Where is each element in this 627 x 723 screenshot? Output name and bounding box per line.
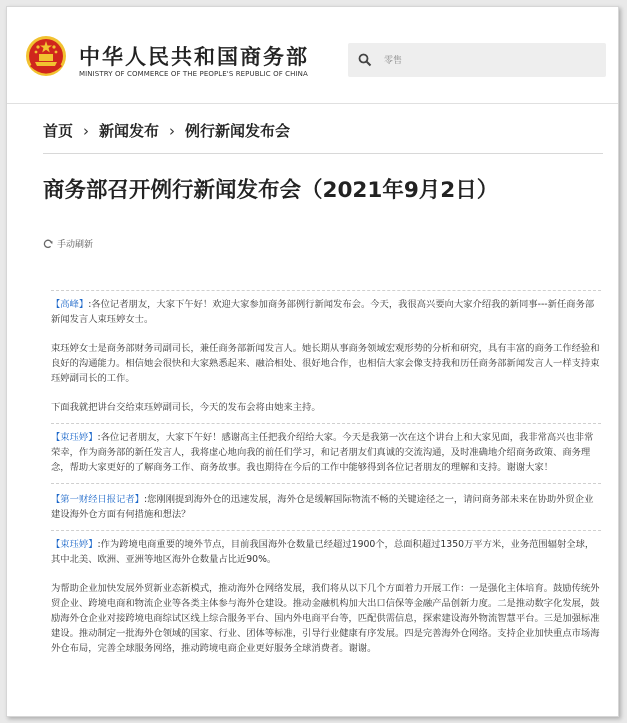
breadcrumb-separator: ›	[83, 122, 90, 140]
speaker-label: 【束珏婷】	[51, 432, 98, 443]
paragraph-introduction: 束珏婷女士是商务部财务司副司长，兼任商务部新闻发言人。她长期从事商务领域宏观形势的分析和研究，具有丰富的商务工作经验和良好的沟通能力。相信她会很快和大家熟悉起来、融洽相处、很好地合作，也相信大家会像支持我和历任商务部新闻发言人一样支持束珏婷副司长的工作。	[51, 343, 600, 384]
paragraph-answer-detail: 为帮助企业加快发展外贸新业态新模式，推动海外仓网络发展，我们将从以下几个方面着力开展工作：一是强化主体培育。鼓励传统外贸企业、跨境电商和物流企业等各类主体参与海外仓建设。推动金融机构加大出口信保等金融产品创新力度。二是推动数字化发展，鼓励海外仓企业对接跨境电商综试区线上综合服务平台、国内外电商平台等，匹配供需信息，探索建设海外物流智慧平台。三是加强标准建设。推动制定一批海外仓领域的国家、行业、团体等标准，引导行业健康有序发展。四是完善海外仓网络。支持企业加快重点市场海外仓布局，完善全球服务网络，推动跨境电商企业更好服务全球消费者。谢谢。	[51, 583, 600, 654]
refresh-icon	[43, 239, 53, 249]
article-body	[51, 290, 601, 656]
speaker-label: 【束珏婷】	[51, 539, 98, 550]
paragraph-text: :您刚刚提到海外仓的迅速发展，海外仓是缓解国际物流不畅的关键途径之一，请问商务部未来在协助外贸企业建设海外仓方面有何措施和想法？	[51, 494, 594, 520]
site-subtitle: MINISTRY OF COMMERCE OF THE PEOPLE'S REPUBLIC OF CHINA	[79, 70, 308, 78]
page-title: 商务部召开例行新闻发布会（2021年9月2日）	[43, 178, 499, 203]
paragraph-handover: 下面我就把讲台交给束珏婷副司长，今天的发布会将由她来主持。	[51, 402, 321, 413]
site-header	[7, 7, 618, 103]
refresh-button[interactable]	[43, 237, 93, 250]
search-icon[interactable]	[358, 53, 372, 67]
site-title[interactable]: 中华人民共和国商务部	[79, 45, 309, 69]
national-emblem-icon[interactable]	[25, 35, 67, 77]
speaker-label: 【高峰】	[51, 299, 89, 310]
paragraph-answer	[51, 537, 601, 567]
paragraph-text: :各位记者朋友，大家下午好！欢迎大家参加商务部例行新闻发布会。今天，我很高兴要向大家介绍我的新同事---新任商务部新闻发言人束珏婷女士。	[51, 299, 595, 325]
breadcrumb	[43, 120, 290, 141]
paragraph-question	[51, 492, 601, 522]
speaker-label: 【第一财经日报记者】	[51, 494, 144, 505]
paragraph-gaofeng	[51, 297, 601, 327]
breadcrumb-separator: ›	[169, 122, 176, 140]
paragraph-text: :各位记者朋友，大家下午好！感谢高主任把我介绍给大家。今天是我第一次在这个讲台上和大家见面，我非常高兴也非常荣幸，作为商务部的新任发言人，我将虚心地向我的前任们学习，和记者朋友们真诚的交流沟通，及时准确地介绍商务政策、商务理念，帮助大家更好的了解商务工作、商务故事。我也期待在今后的工作中能够得到各位记者朋友的理解和支持。谢谢大家！	[51, 432, 594, 473]
breadcrumb-item-home[interactable]: 首页	[43, 122, 74, 140]
breadcrumb-item-press-conference[interactable]: 例行新闻发布会	[185, 122, 291, 140]
header-divider	[7, 103, 618, 104]
paragraph-text: :作为跨境电商重要的境外节点，目前我国海外仓数量已经超过1900个，总面积超过1350万平方米，业务范围辐射全球，其中北美、欧洲、亚洲等地区海外仓数量占比近90%。	[51, 539, 595, 565]
page	[6, 6, 619, 717]
search-placeholder: 零售	[384, 56, 403, 66]
breadcrumb-item-news[interactable]: 新闻发布	[99, 122, 160, 140]
paragraph-shujueting-greeting	[51, 430, 601, 475]
search-input[interactable]	[348, 43, 606, 77]
breadcrumb-divider	[43, 153, 603, 154]
refresh-label: 手动刷新	[57, 240, 94, 250]
